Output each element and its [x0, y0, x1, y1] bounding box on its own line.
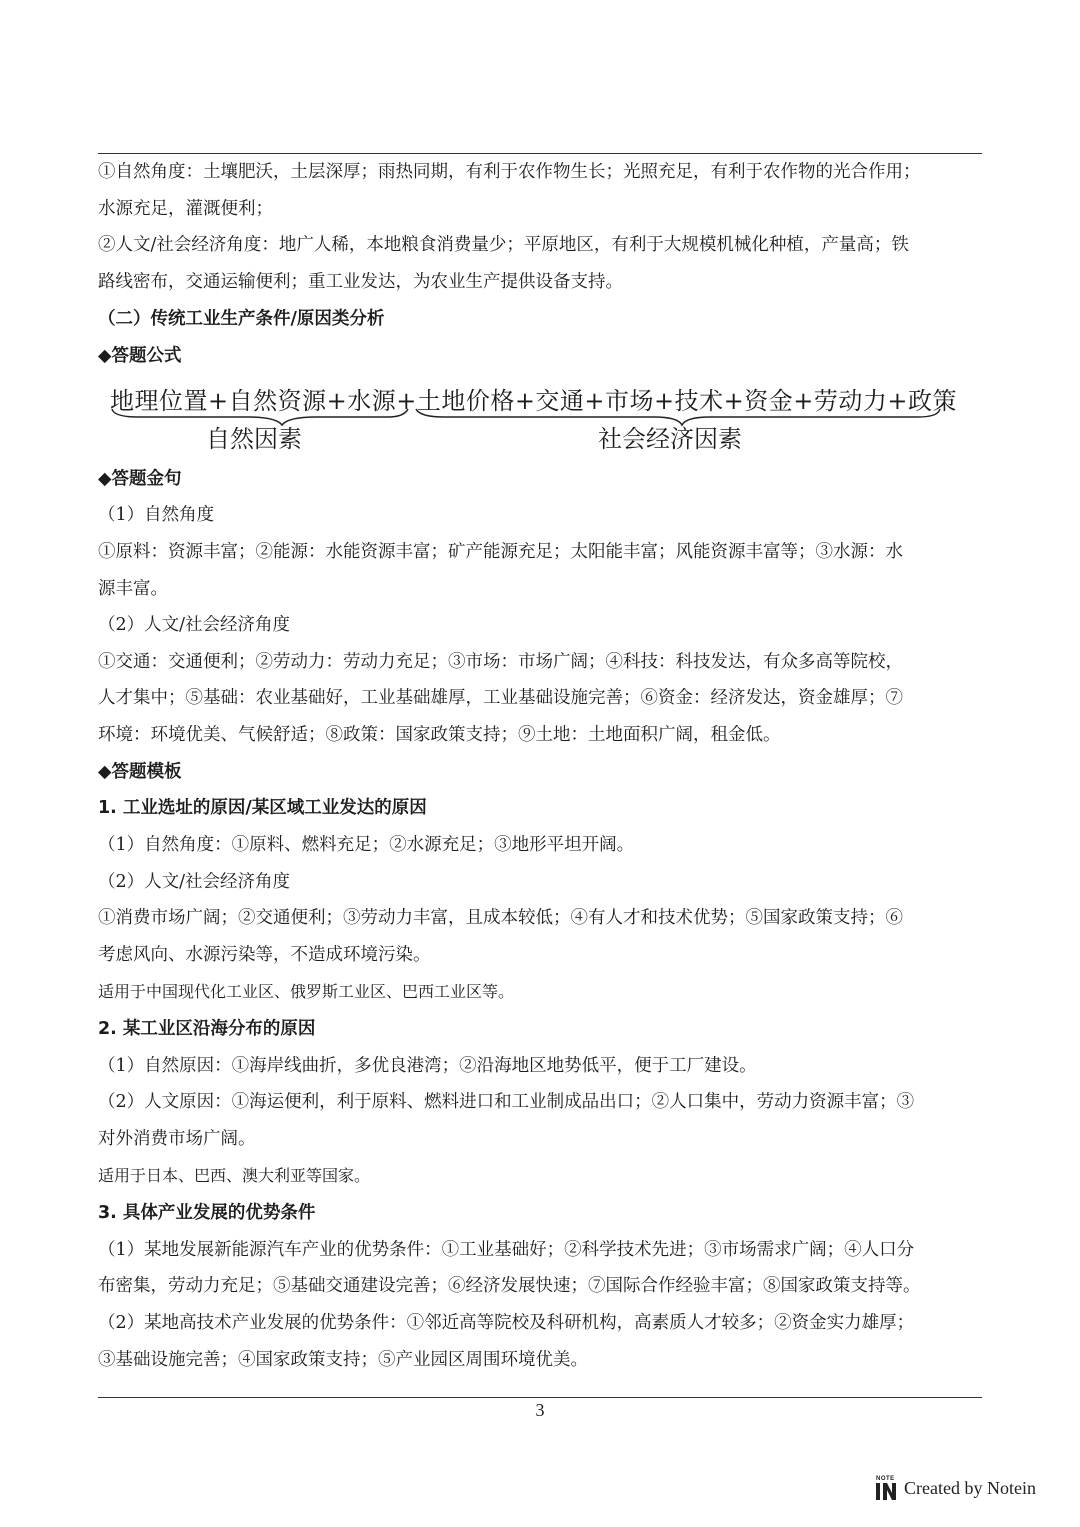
text-line: （1）自然角度：①原料、燃料充足；②水源充足；③地形平坦开阔。: [98, 835, 635, 855]
watermark-text: Created by Notein: [904, 1477, 1036, 1498]
text-line: （1）自然原因：①海岸线曲折，多优良港湾；②沿海地区地势低平，便于工厂建设。: [98, 1056, 757, 1076]
text-line: 水源充足，灌溉便利；: [98, 199, 273, 219]
text-line: （2）人文原因：①海运便利，利于原料、燃料进口和工业制成品出口；②人口集中，劳动力资源丰富；③: [98, 1092, 915, 1112]
notein-logo-icon: [876, 1476, 896, 1500]
text-line: ③基础设施完善；④国家政策支持；⑤产业园区周围环境优美。: [98, 1350, 588, 1370]
notein-in-mark: [876, 1483, 896, 1501]
text-line: （1）某地发展新能源汽车产业的优势条件：①工业基础好；②科学技术先进；③市场需求广阔；④人口分: [98, 1240, 915, 1260]
text-line: （2）某地高技术产业发展的优势条件：①邻近高等院校及科研机构，高素质人才较多；②资金实力雄厚；: [98, 1313, 915, 1333]
template-heading: ◆答题模板: [98, 762, 182, 782]
section-title: （二）传统工业生产条件/原因类分析: [98, 309, 385, 329]
text-line: （1）自然角度: [98, 505, 215, 525]
bottom-rule: [98, 1397, 982, 1398]
golden-heading: ◆答题金句: [98, 469, 182, 489]
text-line: （2）人文/社会经济角度: [98, 872, 291, 892]
text-line: ①原料：资源丰富；②能源：水能资源丰富；矿产能源充足；太阳能丰富；风能资源丰富等；③水源：水: [98, 542, 903, 562]
notein-logo-text: NOTE: [876, 1476, 895, 1482]
template-3-title: 3. 具体产业发展的优势条件: [98, 1203, 316, 1223]
text-line: 考虑风向、水源污染等，不造成环境污染。: [98, 945, 431, 965]
text-line: 人才集中；⑤基础：农业基础好，工业基础雄厚，工业基础设施完善；⑥资金：经济发达，资金雄厚；⑦: [98, 688, 903, 708]
notein-watermark: [876, 1474, 1036, 1502]
text-line: ②人文/社会经济角度：地广人稀，本地粮食消费量少；平原地区，有利于大规模机械化种植，产量高；铁: [98, 235, 909, 255]
formula-heading: ◆答题公式: [98, 346, 182, 366]
text-line: 源丰富。: [98, 579, 168, 599]
social-factors-label: 社会经济因素: [598, 425, 742, 453]
text-line: 对外消费市场广阔。: [98, 1129, 256, 1149]
text-line: 路线密布，交通运输便利；重工业发达，为农业生产提供设备支持。: [98, 272, 623, 292]
text-line: ①消费市场广阔；②交通便利；③劳动力丰富，且成本较低；④有人才和技术优势；⑤国家政策支持；⑥: [98, 908, 903, 928]
template-1-note: 适用于中国现代化工业区、俄罗斯工业区、巴西工业区等。: [98, 982, 515, 1001]
text-line: ①自然角度：土壤肥沃，土层深厚；雨热同期，有利于农作物生长；光照充足，有利于农作物的光合作用；: [98, 162, 921, 182]
formula-text: 地理位置+自然资源+水源+土地价格+交通+市场+技术+资金+劳动力+政策: [110, 387, 957, 415]
page-number: 3: [535, 1400, 545, 1420]
formula-diagram: [98, 377, 982, 457]
template-2-note: 适用于日本、巴西、澳大利亚等国家。: [98, 1166, 371, 1185]
template-1-title: 1. 工业选址的原因/某区域工业发达的原因: [98, 798, 427, 818]
text-line: （2）人文/社会经济角度: [98, 615, 291, 635]
text-line: ①交通：交通便利；②劳动力：劳动力充足；③市场：市场广阔；④科技：科技发达，有众多高等院校，: [98, 652, 903, 672]
natural-factors-label: 自然因素: [206, 425, 302, 453]
template-2-title: 2. 某工业区沿海分布的原因: [98, 1019, 316, 1039]
text-line: 环境：环境优美、气候舒适；⑧政策：国家政策支持；⑨土地：土地面积广阔，租金低。: [98, 725, 781, 745]
text-line: 布密集，劳动力充足；⑤基础交通建设完善；⑥经济发展快速；⑦国际合作经验丰富；⑧国家政策支持等。: [98, 1276, 921, 1296]
